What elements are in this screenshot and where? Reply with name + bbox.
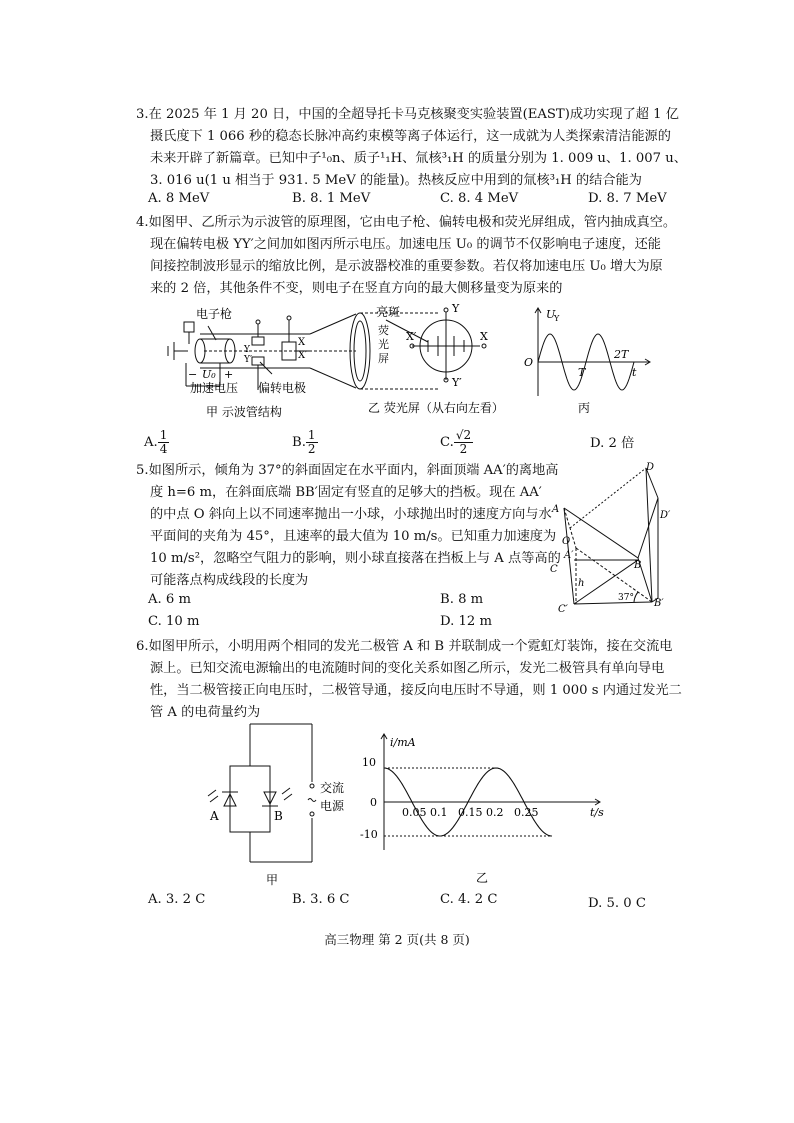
question-4 [136,212,676,300]
q3-line-3: 未来开辟了新篇章。已知中子¹₀n、质子¹₁H、氚核³₁H 的质量分别为 1. 009 u、1. 007 u、 [150,151,687,166]
label-accel-voltage: 加速电压 [190,381,239,395]
q6-line-2: 源上。已知交流电源输出的电流随时间的变化关系如图乙所示，发光二极管具有单向导电 [150,661,665,676]
label-Ap: A′ [564,550,574,561]
led-circuit-figure [200,716,360,888]
svg-text:光: 光 [378,338,389,351]
tick-x-1: 0.1 [430,806,448,819]
q5-line-3: 的中点 O 斜向上以不同速率抛出一小球，小球抛出时的速度方向与水 [150,507,552,522]
label-Dp: D′ [660,510,671,521]
caption-fig-b: 乙 荧光屏（从右向左看） [368,401,504,415]
q5-option-b[interactable]: B. 8 m [440,592,484,607]
q5-line-2: 度 h=6 m，在斜面底端 BB′固定有竖直的足够大的挡板。现在 AA′ [150,485,542,500]
tick-x-2: 0.15 [458,806,483,819]
label-y: Y [452,302,460,315]
svg-text:Y: Y [244,345,250,355]
voltage-wave-figure [516,300,656,420]
q5-option-a[interactable]: A. 6 m [148,592,191,607]
q3-line-4: 3. 016 u(1 u 相当于 931. 5 MeV 的能量)。热核反应中用到的氚核³₁H 的结合能为 [150,173,642,188]
q3-option-c[interactable]: C. 8. 4 MeV [440,191,519,206]
label-uy-sub: Y [554,314,560,323]
q4-b-frac [306,429,318,456]
question-6 [136,636,682,724]
svg-text:+: + [224,368,234,381]
q4-line-4: 来的 2 倍，其他条件不变，则电子在竖直方向的最大侧移量变为原来的 [150,281,563,296]
label-C: C [550,564,558,575]
label-t: t [632,366,637,379]
svg-text:屏: 屏 [378,352,389,365]
q4-option-d[interactable]: D. 2 倍 [590,436,635,451]
label-D: D [646,462,655,473]
q5-line-5: 10 m/s²，忽略空气阻力的影响，则小球直接落在挡板上与 A 点等高的 [150,551,561,566]
label-uy: U [546,308,556,321]
svg-text:X′: X′ [406,330,417,343]
label-T: T [578,366,586,379]
tick-y-neg10: -10 [360,828,378,841]
label-Bp: B′ [654,598,664,609]
q4-option-c[interactable] [440,429,473,456]
q4-a-frac [158,429,170,456]
page-footer: 高三物理 第 2 页(共 8 页) [324,932,470,947]
label-bright-spot: 亮斑 [376,305,401,319]
label-2T: 2T [614,348,629,361]
current-chart [360,730,620,890]
tick-y-10: 10 [362,756,376,769]
caption-circuit: 甲 [266,873,279,887]
q4-line-1: 4.如图甲、乙所示为示波管的原理图，它由电子枪、偏转电极和荧光屏组成，管内抽成真空。 [136,215,677,230]
q6-option-c[interactable]: C. 4. 2 C [440,892,498,907]
q4-a-prefix: A. [144,435,158,450]
q5-line-4: 平面间的夹角为 45°，且速率的最大值为 10 m/s。已知重力加速度为 [150,529,557,544]
label-O: O [562,536,571,547]
q4-line-3: 间接控制波形显示的缩放比例，是示波器校准的重要参数。若仅将加速电压 U₀ 增大为原 [150,259,663,274]
q5-line-1: 5.如图所示，倾角为 37°的斜面固定在水平面内，斜面顶端 AA′的离地高 [136,463,559,478]
q4-c-prefix: C. [440,435,454,450]
q6-line-4: 管 A 的电荷量约为 [150,705,261,720]
q5-option-c[interactable]: C. 10 m [148,614,200,629]
q6-line-3: 性，当二极管接正向电压时，二极管导通，接反向电压时不导通，则 1 000 s 内通过发光二 [150,683,682,698]
tick-x-0: 0.05 [402,806,427,819]
label-x-axis: t/s [590,806,604,819]
label-angle: 37° [618,593,634,603]
q6-line-1: 6.如图甲所示，小明用两个相同的发光二极管 A 和 B 并联制成一个霓虹灯装饰，接在交流电 [136,639,673,654]
q6-option-b[interactable]: B. 3. 6 C [292,892,350,907]
tick-x-4: 0.25 [514,806,539,819]
q4-b-den: 2 [307,442,316,456]
q3-line-1: 3.在 2025 年 1 月 20 日，中国的全超导托卡马克核聚变实验装置(EAST)成功实现了超 1 亿 [136,107,679,122]
caption-fig-a: 甲 示波管结构 [206,405,282,419]
label-yp: Y′ [452,376,462,389]
label-y-axis: i/mA [390,736,416,749]
label-led-b: B [274,809,283,823]
q4-b-num: 1 [307,428,316,442]
label-u0: U₀ [202,368,216,381]
q5-line-6: 可能落点构成线段的长度为 [150,573,309,588]
q3-option-d[interactable]: D. 8. 7 MeV [588,191,667,206]
q4-c-frac [454,429,473,456]
q5-option-d[interactable]: D. 12 m [440,614,492,629]
label-xp: X′ [298,350,308,361]
fluorescent-screen-figure [308,300,508,420]
q4-a-den: 4 [159,442,168,456]
q3-line-2: 摄氏度下 1 066 秒的稳态长脉冲高约束模等离子体运行，这一成就为人类探索清洁能源的 [150,129,671,144]
q4-c-den: 2 [459,442,468,456]
label-source-1: 交流 [320,781,345,795]
q4-b-prefix: B. [292,435,306,450]
question-3 [136,104,687,192]
tick-x-3: 0.2 [486,806,504,819]
svg-text:−: − [188,368,198,381]
label-source-2: 电源 [320,799,345,813]
q6-option-d[interactable]: D. 5. 0 C [588,896,646,911]
q4-option-a[interactable] [144,429,169,456]
caption-chart: 乙 [476,871,489,885]
svg-text:X: X [480,330,488,343]
q3-option-b[interactable]: B. 8. 1 MeV [292,191,371,206]
q3-option-a[interactable]: A. 8 MeV [148,191,210,206]
q4-line-2: 现在偏转电极 YY′之间加如图丙所示电压。加速电压 U₀ 的调节不仅影响电子速度，还能 [150,237,661,252]
q4-a-num: 1 [159,428,168,442]
label-h: h [578,578,585,589]
tick-y-0: 0 [370,796,377,809]
label-A: A [552,504,560,515]
label-origin: O [524,356,534,369]
q6-option-a[interactable]: A. 3. 2 C [148,892,206,907]
label-x: X [298,337,306,348]
caption-fig-c: 丙 [578,401,591,415]
q4-c-num: √2 [455,428,472,442]
label-electron-gun: 电子枪 [196,307,233,321]
label-led-a: A [210,809,219,823]
incline-wall-figure [548,458,688,618]
question-5 [136,460,561,592]
svg-text:荧: 荧 [378,324,389,337]
label-deflect-electrode: 偏转电极 [258,381,307,395]
q4-option-b[interactable] [292,429,318,456]
label-Cp: C′ [558,604,568,615]
svg-text:Y′: Y′ [244,355,252,365]
label-B: B [634,560,642,571]
